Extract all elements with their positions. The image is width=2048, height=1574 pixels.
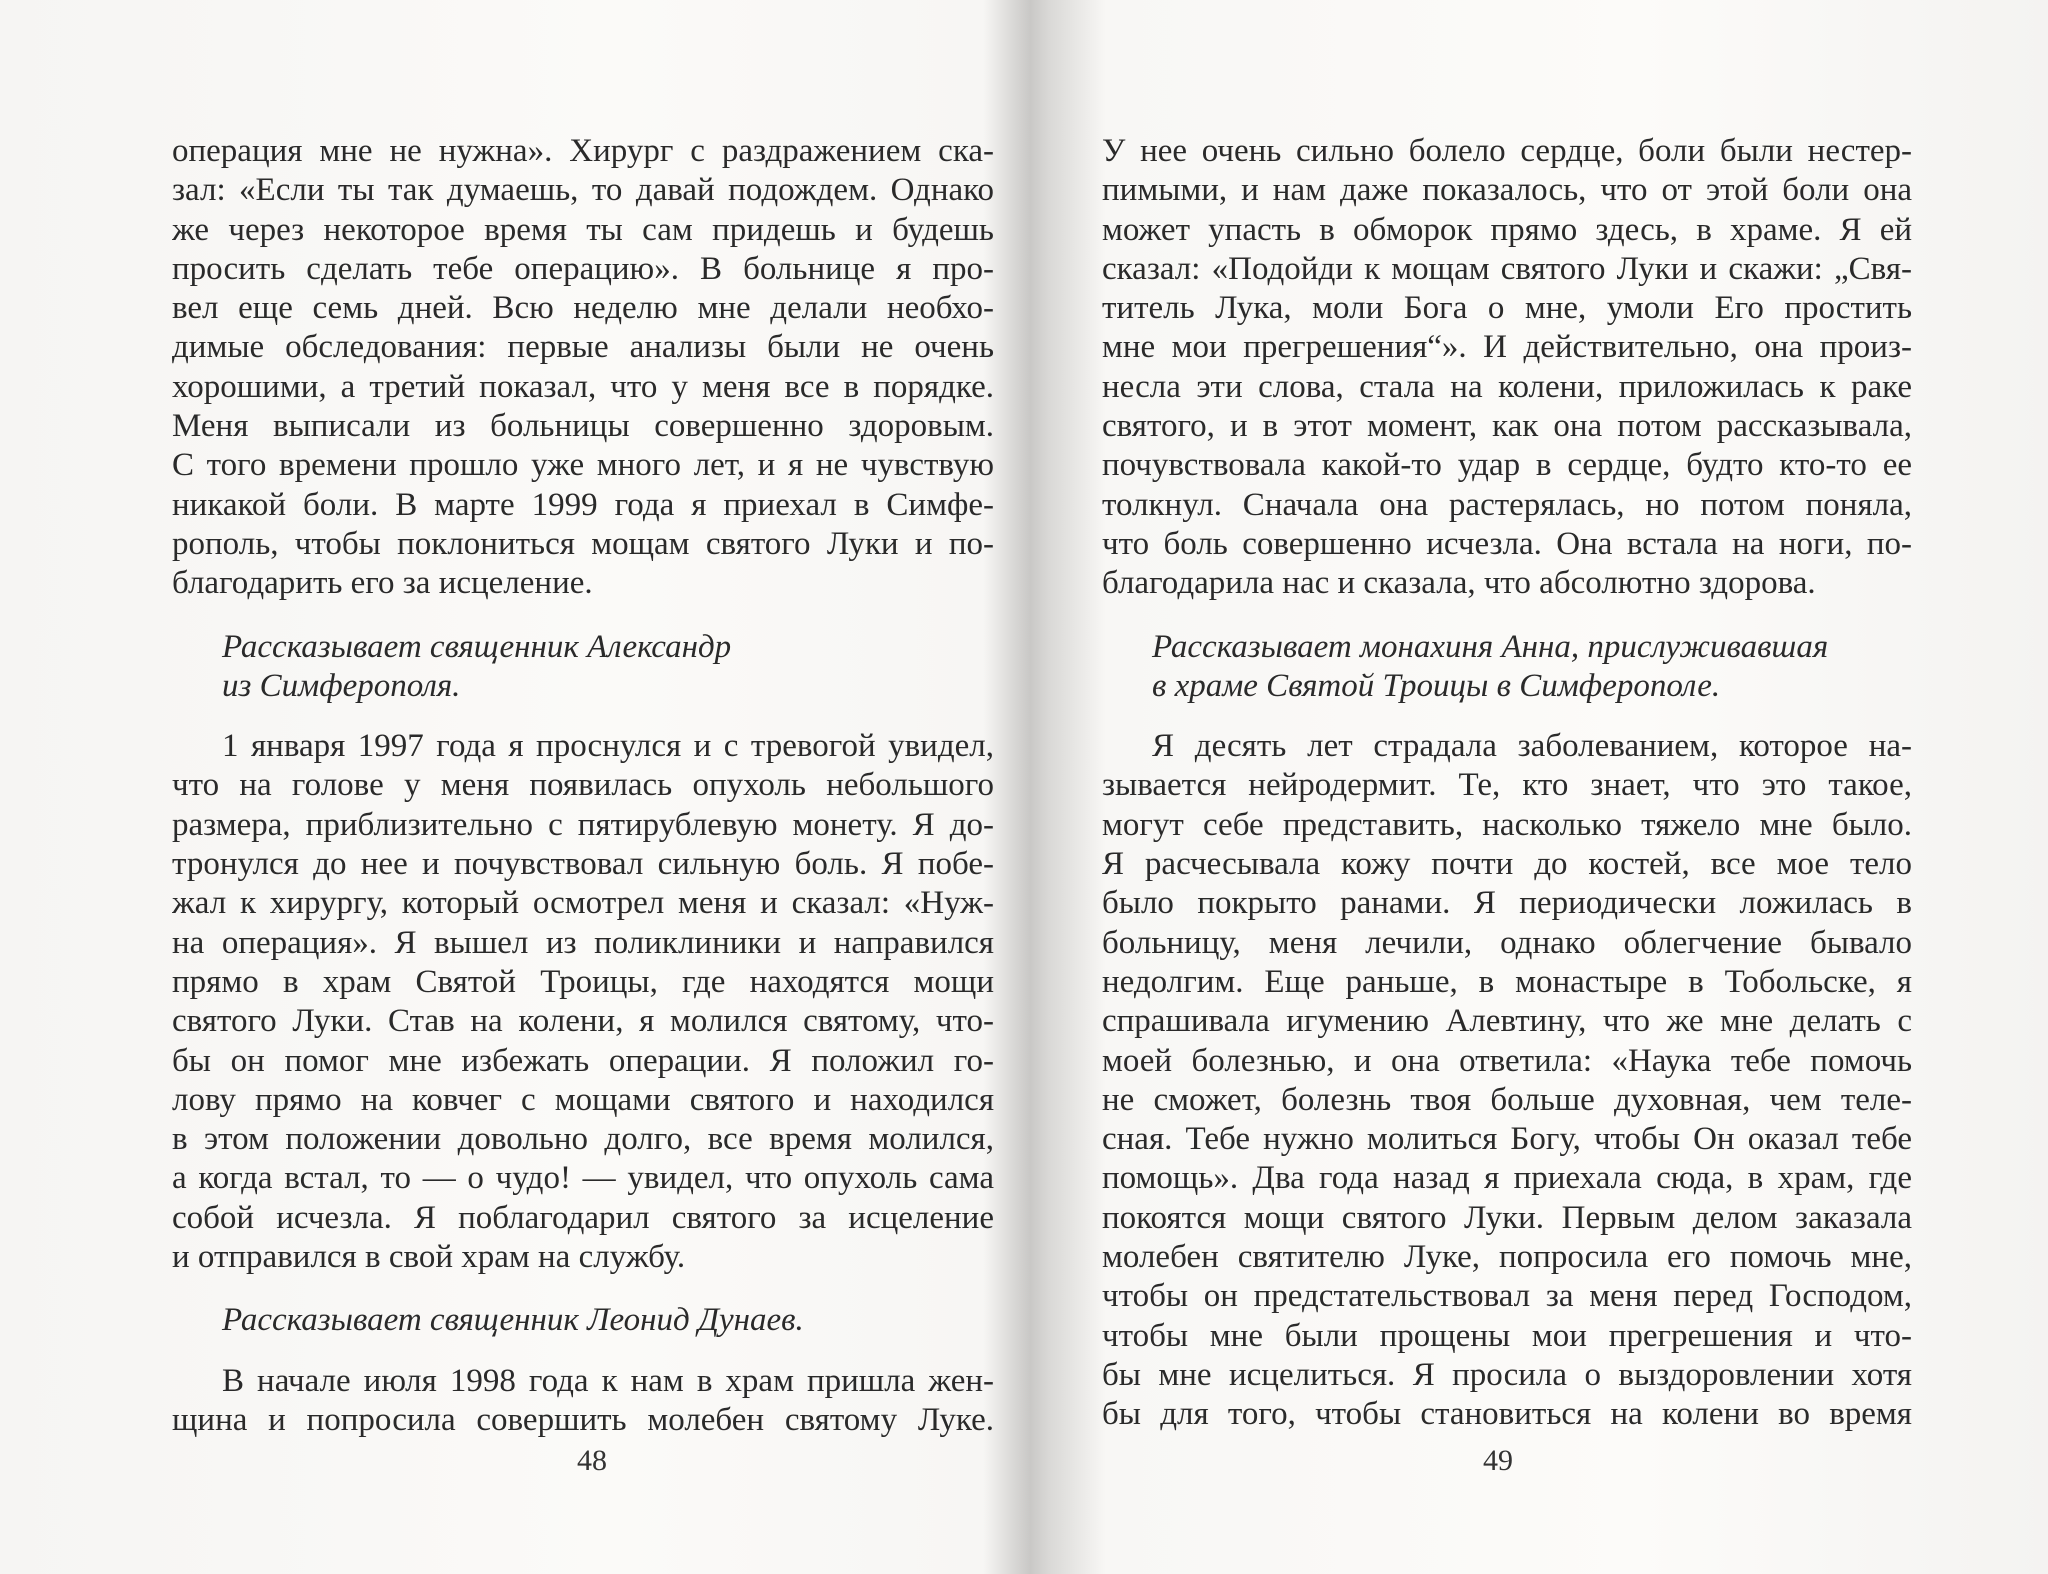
text-line: титель Лука, моли Бога о мне, умоли Его простить bbox=[1102, 290, 1912, 327]
text-line: Меня выписали из больницы совершенно здоровым. bbox=[172, 408, 994, 445]
text-line: щина и попросила совершить молебен святому Луке. bbox=[172, 1401, 994, 1438]
text-line: хорошими, а третий показал, что у меня все в порядке. bbox=[172, 368, 994, 405]
left-block-c bbox=[172, 1362, 994, 1441]
text-line: молебен святителю Луке, попросила его помочь мне, bbox=[1102, 1239, 1912, 1276]
right-heading-1-line-2: в храме Святой Троицы в Симферополе. bbox=[1152, 667, 1721, 704]
text-line: может упасть в обморок прямо здесь, в храме. Я ей bbox=[1102, 211, 1912, 248]
text-line: прямо в храм Святой Троицы, где находятся мощи bbox=[172, 963, 994, 1000]
page-number-left: 48 bbox=[577, 1444, 607, 1477]
text-line: несла эти слова, стала на колени, приложилась к раке bbox=[1102, 368, 1912, 405]
text-line: и отправился в свой храм на службу. bbox=[172, 1239, 686, 1276]
text-line: что на голове у меня появилась опухоль небольшого bbox=[172, 767, 994, 804]
text-line: В начале июля 1998 года к нам в храм пришла жен- bbox=[222, 1362, 994, 1399]
left-block-a bbox=[172, 132, 994, 604]
text-line: помощь». Два года назад я приехала сюда, в храм, где bbox=[1102, 1160, 1912, 1197]
page-number-right: 49 bbox=[1483, 1444, 1513, 1477]
text-line: больницу, меня лечили, однако облегчение бывало bbox=[1102, 924, 1912, 961]
text-line: святого Луки. Став на колени, я молился святому, что- bbox=[172, 1003, 994, 1040]
text-line: никакой боли. В марте 1999 года я приехал в Симфе- bbox=[172, 486, 994, 523]
text-line: С того времени прошло уже много лет, и я не чувствую bbox=[172, 447, 994, 484]
text-line: Я десять лет страдала заболеванием, которое на- bbox=[1152, 728, 1912, 765]
text-line: зывается нейродермит. Те, кто знает, что это такое, bbox=[1102, 767, 1912, 804]
left-heading-1-line-1: Рассказывает священник Александр bbox=[222, 628, 732, 665]
text-line: недолгим. Еще раньше, в монастыре в Тобольске, я bbox=[1102, 963, 1912, 1000]
text-line: в этом положении довольно долго, все время молился, bbox=[172, 1121, 994, 1158]
text-line: бы мне исцелиться. Я просила о выздоровлении хотя bbox=[1102, 1356, 1912, 1393]
text-line: же через некоторое время ты сам придешь и будешь bbox=[172, 211, 994, 248]
text-line: рополь, чтобы поклониться мощам святого Луки и по- bbox=[172, 525, 994, 562]
text-line: сказал: «Подойди к мощам святого Луки и скажи: „Свя- bbox=[1102, 250, 1912, 287]
text-line: чтобы мне были прощены мои прегрешения и что- bbox=[1102, 1317, 1912, 1354]
text-line: было покрыто ранами. Я периодически ложилась в bbox=[1102, 885, 1912, 922]
text-line: моей болезнью, и она ответила: «Наука тебе помочь bbox=[1102, 1042, 1912, 1079]
text-line: операция мне не нужна». Хирург с раздражением ска- bbox=[172, 133, 994, 169]
text-line: покоятся мощи святого Луки. Первым делом заказала bbox=[1102, 1199, 1912, 1236]
text-line: У нее очень сильно болело сердце, боли были нестер- bbox=[1102, 133, 1912, 169]
text-line: чтобы он предстательствовал за меня перед Господом, bbox=[1102, 1278, 1912, 1315]
text-line: бы для того, чтобы становиться на колени во время bbox=[1102, 1396, 1912, 1433]
text-line: мне мои прегрешения“». И действительно, она произ- bbox=[1102, 329, 1912, 366]
text-line: благодарила нас и сказала, что абсолютно здорова. bbox=[1102, 565, 1816, 602]
text-line: 1 января 1997 года я проснулся и с тревогой увидел, bbox=[222, 728, 994, 765]
left-heading-2: Рассказывает священник Леонид Дунаев. bbox=[222, 1302, 804, 1339]
right-page bbox=[1102, 132, 1912, 1435]
left-block-b bbox=[172, 727, 994, 1277]
text-line: не сможет, болезнь твоя больше духовная, чем теле- bbox=[1102, 1081, 1912, 1118]
text-line: собой исчезла. Я поблагодарил святого за исцеление bbox=[172, 1199, 994, 1236]
text-line: спрашивала игумению Алевтину, что же мне делать с bbox=[1102, 1003, 1912, 1040]
text-line: что боль совершенно исчезла. Она встала на ноги, по- bbox=[1102, 525, 1912, 562]
text-line: толкнул. Сначала она растерялась, но потом поняла, bbox=[1102, 486, 1912, 523]
text-line: зал: «Если ты так думаешь, то давай подождем. Однако bbox=[172, 172, 994, 209]
right-heading-1-line-1: Рассказывает монахиня Анна, прислуживавшая bbox=[1152, 628, 1829, 665]
text-line: просить сделать тебе операцию». В больнице я про- bbox=[172, 250, 994, 287]
text-line: на операция». Я вышел из поликлиники и направился bbox=[172, 924, 994, 961]
text-line: размера, приблизительно с пятирублевую монету. Я до- bbox=[172, 806, 994, 843]
text-line: тронулся до нее и почувствовал сильную боль. Я побе- bbox=[172, 846, 994, 883]
right-block-a bbox=[1102, 132, 1912, 604]
text-line: могут себе представить, насколько тяжело мне было. bbox=[1102, 806, 1912, 843]
text-line: сная. Тебе нужно молиться Богу, чтобы Он оказал тебе bbox=[1102, 1121, 1912, 1158]
text-line: бы он помог мне избежать операции. Я положил го- bbox=[172, 1042, 994, 1079]
text-line: Я расчесывала кожу почти до костей, все мое тело bbox=[1102, 846, 1912, 883]
left-heading-1-line-2: из Симферополя. bbox=[222, 667, 461, 704]
text-line: димые обследования: первые анализы были не очень bbox=[172, 329, 994, 366]
text-line: а когда встал, то — о чудо! — увидел, что опухоль сама bbox=[172, 1160, 994, 1197]
text-line: пимыми, и нам даже показалось, что от этой боли она bbox=[1102, 172, 1912, 209]
text-line: благодарить его за исцеление. bbox=[172, 565, 593, 602]
text-line: почувствовала какой-то удар в сердце, будто кто-то ее bbox=[1102, 447, 1912, 484]
text-line: лову прямо на ковчег с мощами святого и находился bbox=[172, 1081, 994, 1118]
text-line: святого, и в этот момент, как она потом рассказывала, bbox=[1102, 408, 1912, 445]
right-block-b bbox=[1102, 727, 1912, 1434]
text-line: вел еще семь дней. Всю неделю мне делали необхо- bbox=[172, 290, 994, 327]
left-page bbox=[172, 132, 994, 1440]
text-line: жал к хирургу, который осмотрел меня и сказал: «Нуж- bbox=[172, 885, 994, 922]
